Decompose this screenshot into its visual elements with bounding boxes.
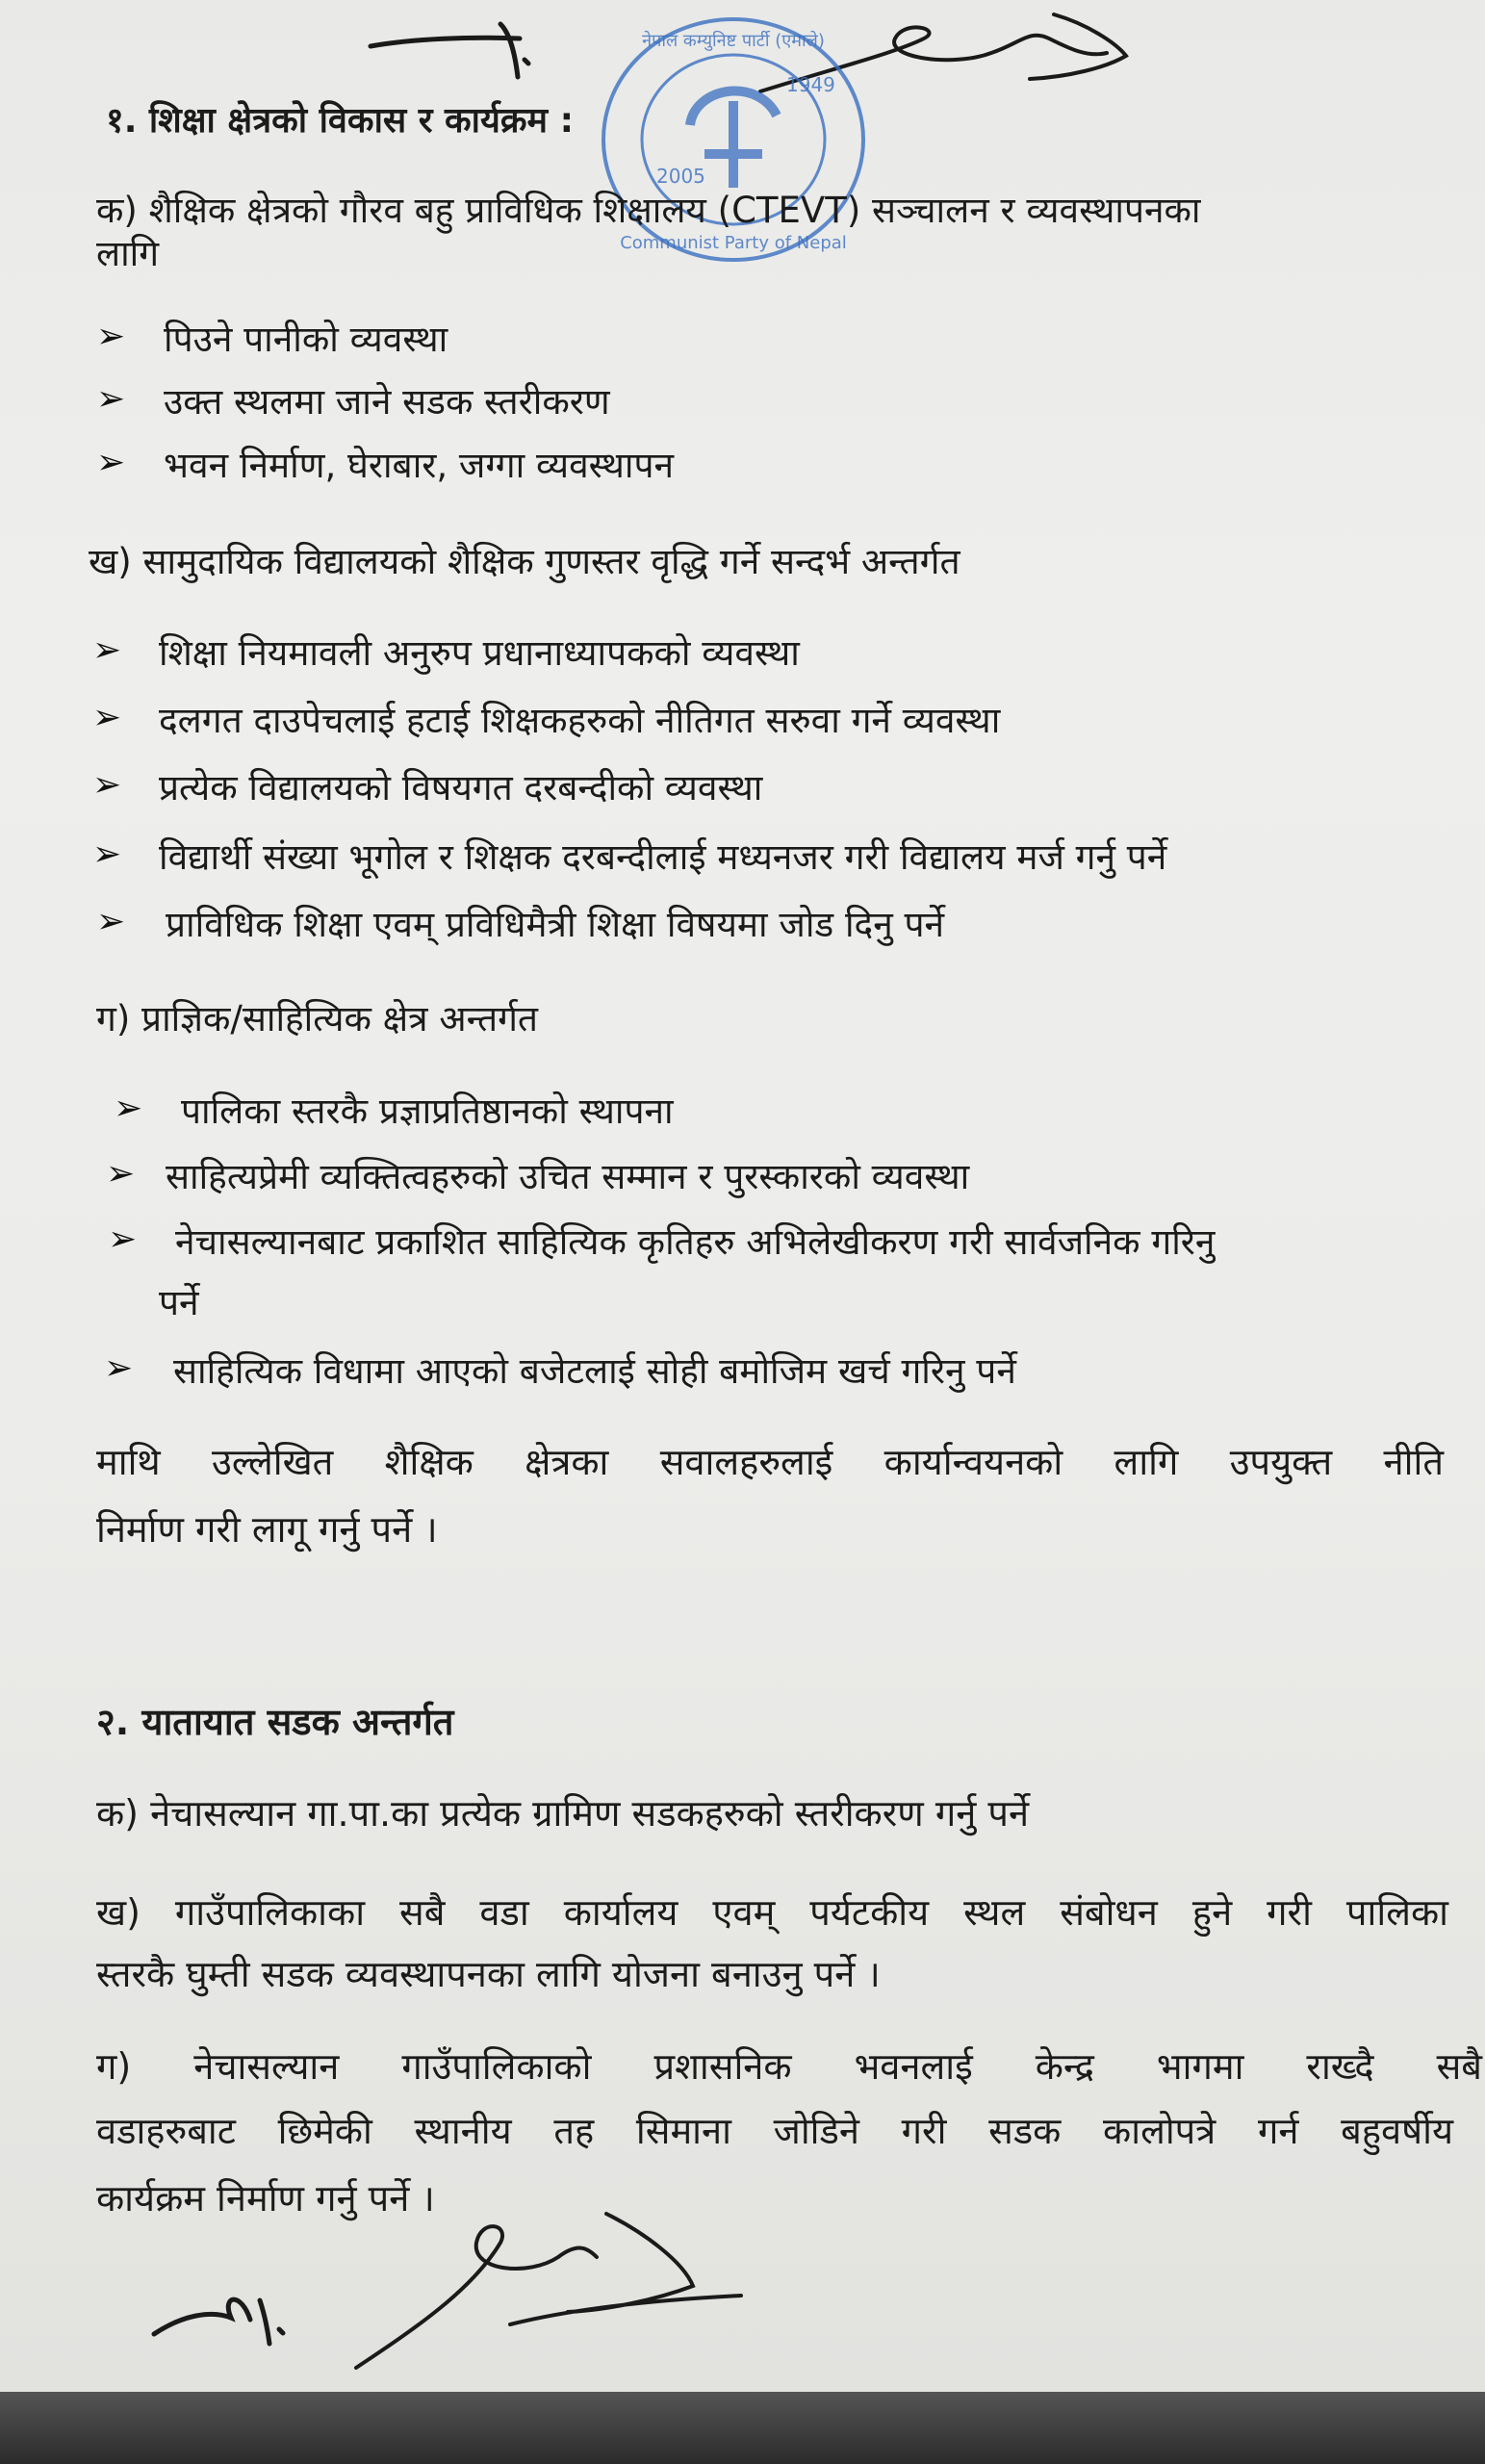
section-1-ga-heading: ग) प्राज्ञिक/साहित्यिक क्षेत्र अन्तर्गत — [96, 998, 539, 1040]
ga-item-1: पालिका स्तरकै प्रज्ञाप्रतिष्ठानको स्थापना — [181, 1091, 674, 1132]
section-1-kha-heading: ख) सामुदायिक विद्यालयको शैक्षिक गुणस्तर वृद्धि गर्ने सन्दर्भ अन्तर्गत — [89, 541, 960, 582]
bullet-icon: ➢ — [106, 1154, 136, 1194]
seal-year2: 2005 — [656, 165, 705, 188]
section-1-summary-line2: निर्माण गरी लागू गर्नु पर्ने । — [96, 1508, 438, 1551]
bullet-icon: ➢ — [92, 630, 122, 670]
kha-item-1: शिक्षा नियमावली अनुरुप प्रधानाध्यापकको व्यवस्था — [159, 632, 800, 674]
bullet-icon: ➢ — [96, 379, 126, 419]
bullet-icon: ➢ — [92, 834, 122, 874]
ka-item-2: उक्त स्थलमा जाने सडक स्तरीकरण — [164, 381, 610, 423]
section-1-ka-heading-line2: लागि — [96, 233, 160, 274]
section-2-ga-line1: ग) नेचासल्यान गाउँपालिकाको प्रशासनिक भवनलाई केन्द्र भागमा राख्दै सबै — [96, 2045, 1482, 2088]
section-2-ka: क) नेचासल्यान गा.पा.का प्रत्येक ग्रामिण सडकहरुको स्तरीकरण गर्नु पर्ने — [96, 1792, 1030, 1835]
kha-item-3: प्रत्येक विद्यालयको विषयगत दरबन्दीको व्यवस्था — [159, 767, 763, 808]
section-2-ga-line3: कार्यक्रम निर्माण गर्नु पर्ने । — [96, 2177, 435, 2220]
seal-top-text: नेपाल कम्युनिष्ट पार्टी (एमाले) — [642, 31, 825, 51]
bullet-icon: ➢ — [108, 1219, 138, 1259]
kha-item-2: दलगत दाउपेचलाई हटाई शिक्षकहरुको नीतिगत सरुवा गर्ने व्यवस्था — [159, 700, 1001, 741]
section-1-heading: १. शिक्षा क्षेत्रको विकास र कार्यक्रम : — [106, 101, 574, 141]
bullet-icon: ➢ — [96, 902, 126, 941]
bullet-icon: ➢ — [114, 1089, 143, 1128]
section-2-kha-line1: ख) गाउँपालिकाका सबै वडा कार्यालय एवम् पर्यटकीय स्थल संबोधन हुने गरी पालिका — [96, 1891, 1448, 1934]
bullet-icon: ➢ — [92, 698, 122, 737]
kha-item-5: प्राविधिक शिक्षा एवम् प्रविधिमैत्री शिक्षा विषयमा जोड दिनु पर्ने — [166, 904, 945, 945]
ga-item-2: साहित्यप्रेमी व्यक्तित्वहरुको उचित सम्मान र पुरस्कारको व्यवस्था — [166, 1156, 970, 1197]
ga-item-4: साहित्यिक विधामा आएको बजेटलाई सोही बमोजिम खर्च गरिनु पर्ने — [173, 1350, 1016, 1392]
section-1-summary-line1: माथि उल्लेखित शैक्षिक क्षेत्रका सवालहरुलाई कार्यान्वयनको लागि उपयुक्त नीति — [96, 1441, 1444, 1483]
bullet-icon: ➢ — [96, 317, 126, 356]
kha-item-4: विद्यार्थी संख्या भूगोल र शिक्षक दरबन्दीलाई मध्यनजर गरी विद्यालय मर्ज गर्नु पर्ने — [159, 836, 1167, 878]
section-2-ga-line2: वडाहरुबाट छिमेकी स्थानीय तह सिमाना जोडिने गरी सडक कालोपत्रे गर्न बहुवर्षीय — [96, 2110, 1453, 2152]
ga-item-3-continued: पर्ने — [159, 1282, 199, 1323]
seal-year: 1949 — [786, 73, 835, 96]
bottom-signature — [144, 2204, 818, 2377]
bullet-icon: ➢ — [96, 443, 126, 482]
bullet-icon: ➢ — [92, 765, 122, 805]
bullet-icon: ➢ — [104, 1348, 134, 1388]
section-2-heading: २. यातायात सडक अन्तर्गत — [96, 1701, 454, 1743]
ka-item-3: भवन निर्माण, घेराबार, जग्गा व्यवस्थापन — [164, 445, 675, 486]
seal-bottom-text: Communist Party of Nepal — [620, 233, 847, 253]
section-1-ka-heading-line1: क) शैक्षिक क्षेत्रको गौरव बहु प्राविधिक शिक्षालय (CTEVT) सञ्चालन र व्यवस्थापनका — [96, 190, 1201, 231]
ka-item-1: पिउने पानीको व्यवस्था — [164, 319, 448, 360]
ga-item-3: नेचासल्यानबाट प्रकाशित साहित्यिक कृतिहरु अभिलेखीकरण गरी सार्वजनिक गरिनु — [175, 1221, 1216, 1263]
background-edge — [0, 2392, 1485, 2464]
section-2-kha-line2: स्तरकै घुम्ती सडक व्यवस्थापनका लागि योजना बनाउनु पर्ने । — [96, 1953, 881, 1995]
